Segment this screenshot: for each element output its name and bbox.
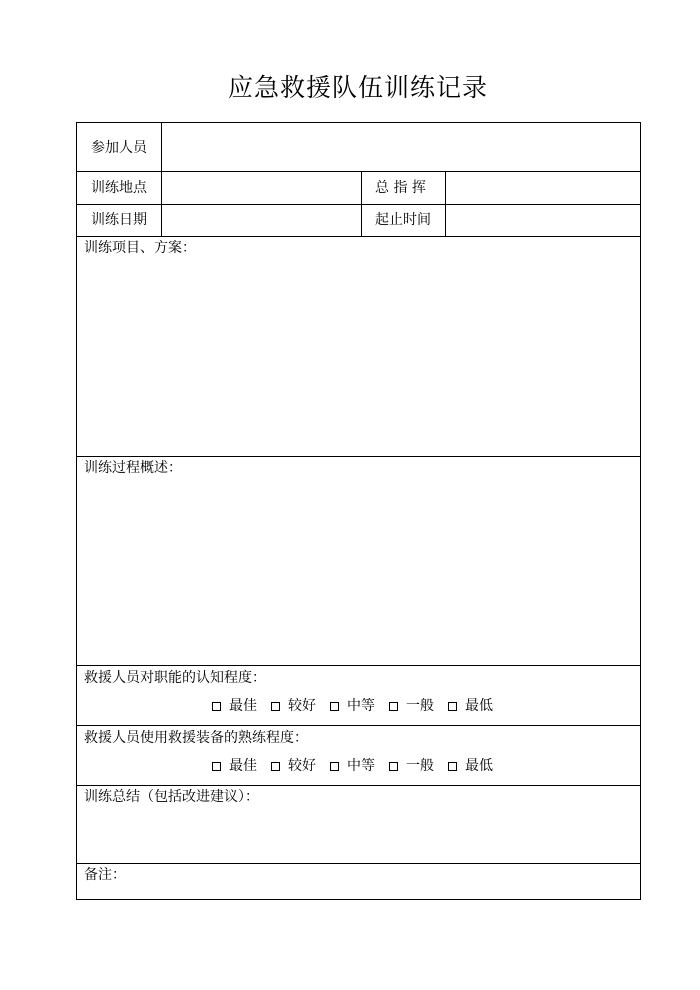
remarks-field[interactable] [77,864,640,899]
time-field[interactable] [446,205,640,236]
equipment-label: 救援人员使用救援装备的熟练程度： [84,730,308,746]
rating-option[interactable]: 中等 [330,698,375,714]
checkbox-icon[interactable] [212,702,221,711]
rating-option[interactable]: 中等 [330,758,375,774]
checkbox-icon[interactable] [389,762,398,771]
checkbox-icon[interactable] [212,762,221,771]
location-label: 训练地点 [91,180,147,196]
project-field[interactable] [77,237,640,456]
checkbox-icon[interactable] [448,702,457,711]
checkbox-icon[interactable] [271,762,280,771]
equipment-rating-group [212,758,507,774]
page-title: 应急救援队伍训练记录 [227,73,488,102]
location-field[interactable] [162,172,361,204]
summary-field[interactable] [77,786,640,863]
section-divider [77,725,640,726]
rating-option[interactable]: 最低 [448,698,493,714]
time-label: 起止时间 [375,212,431,228]
section-divider [77,665,640,666]
summary-label: 训练总结（包括改进建议）： [84,789,259,805]
rating-option[interactable]: 较好 [271,758,316,774]
rating-option[interactable]: 最佳 [212,758,257,774]
rating-option[interactable]: 一般 [389,698,434,714]
participants-label: 参加人员 [91,140,147,156]
rating-option[interactable]: 较好 [271,698,316,714]
commander-label: 总 指 挥 [375,180,426,196]
rating-option[interactable]: 一般 [389,758,434,774]
commander-field[interactable] [446,172,640,204]
participants-field[interactable] [162,123,640,171]
date-field[interactable] [162,205,361,236]
checkbox-icon[interactable] [330,702,339,711]
remarks-label: 备注： [84,867,126,883]
checkbox-icon[interactable] [330,762,339,771]
rating-option[interactable]: 最佳 [212,698,257,714]
awareness-label: 救援人员对职能的认知程度： [84,670,266,686]
training-record-form [76,122,641,900]
rating-option[interactable]: 最低 [448,758,493,774]
awareness-rating-group [212,698,507,714]
process-field[interactable] [77,457,640,665]
checkbox-icon[interactable] [271,702,280,711]
project-label: 训练项目、方案： [84,240,196,256]
date-label: 训练日期 [91,212,147,228]
checkbox-icon[interactable] [448,762,457,771]
checkbox-icon[interactable] [389,702,398,711]
process-label: 训练过程概述： [84,460,182,476]
